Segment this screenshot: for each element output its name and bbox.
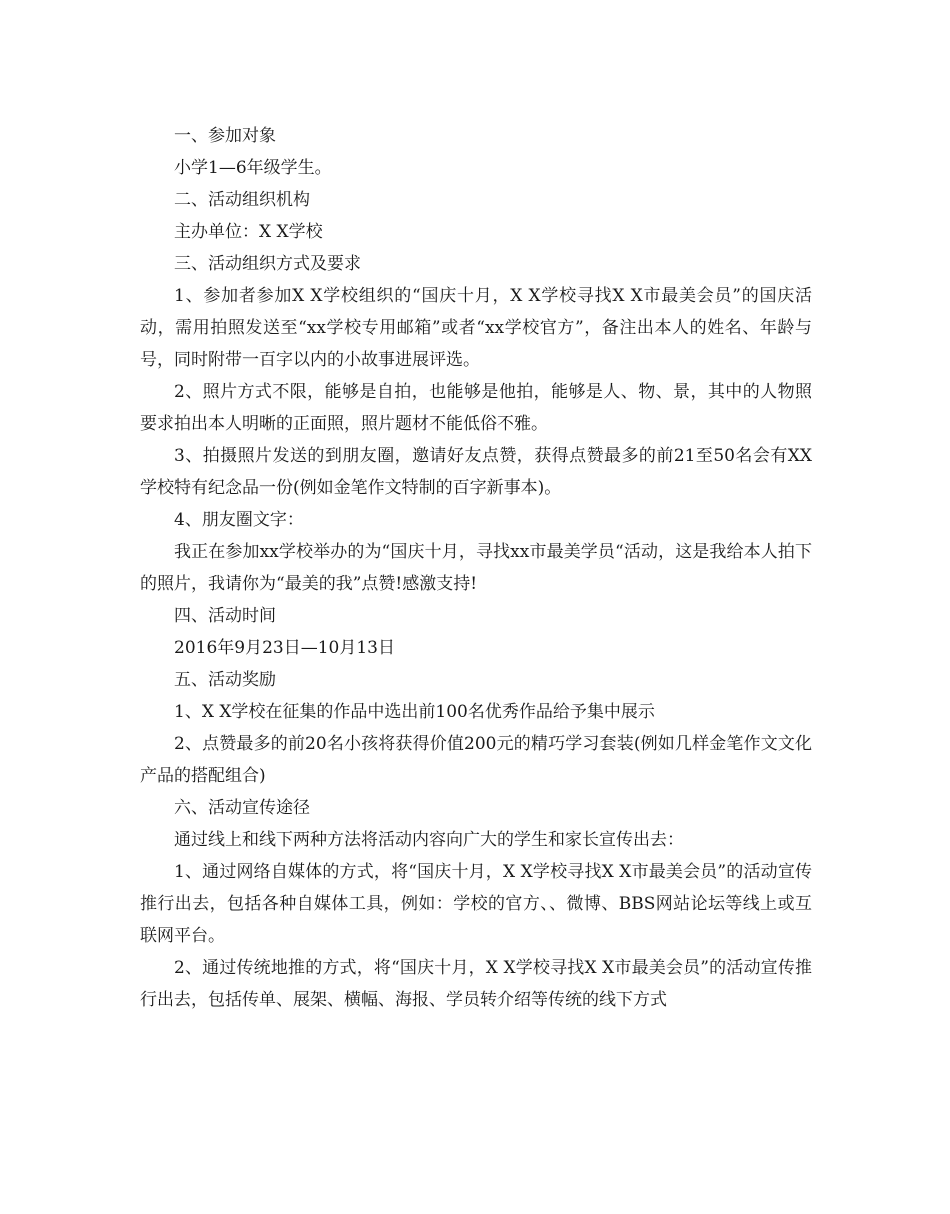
heading-promotion: 六、活动宣传途径 — [174, 798, 310, 818]
paragraph-method-4: 4、朋友圈文字： — [174, 510, 304, 530]
heading-participants: 一、参加对象 — [174, 126, 276, 146]
paragraph-method-3: 3、拍摄照片发送的到朋友圈，邀请好友点赞，获得点赞最多的前21至50名会有XX学校特有纪念品一份(例如金笔作文特制的百字新事本)。 — [140, 446, 812, 498]
paragraph-method-1: 1、参加者参加X X学校组织的“国庆十月，X X学校寻找X X市最美会员”的国庆活动，需用拍照发送至“xx学校专用邮箱”或者“xx学校官方”，备注出本人的姓名、年龄与号，同时附带一百字以内的小故事进展评选。 — [140, 286, 812, 370]
paragraph-participants: 小学1—6年级学生。 — [174, 158, 332, 178]
paragraph-organizer: 主办单位：X X学校 — [174, 222, 323, 242]
heading-organization: 二、活动组织机构 — [174, 190, 310, 210]
paragraph-time: 2016年9月23日—10月13日 — [174, 638, 395, 658]
paragraph-promotion-1: 1、通过网络自媒体的方式，将“国庆十月，X X学校寻找X X市最美会员”的活动宣传推行出去，包括各种自媒体工具，例如：学校的官方、、微博、BBS网站论坛等线上或互联网平台。 — [140, 862, 812, 946]
paragraph-method-2: 2、照片方式不限，能够是自拍，也能够是他拍，能够是人、物、景，其中的人物照要求拍出本人明晰的正面照，照片题材不能低俗不雅。 — [140, 382, 812, 434]
paragraph-reward-2: 2、点赞最多的前20名小孩将获得价值200元的精巧学习套装(例如几样金笔作文文化产品的搭配组合) — [140, 734, 812, 786]
paragraph-promotion-2: 2、通过传统地推的方式，将“国庆十月，X X学校寻找X X市最美会员”的活动宣传推行出去，包括传单、展架、横幅、海报、学员转介绍等传统的线下方式 — [140, 958, 812, 1010]
paragraph-moments-text: 我正在参加xx学校举办的为“国庆十月，寻找xx市最美学员“活动，这是我给本人拍下的照片，我请你为“最美的我”点赞!感激支持! — [140, 542, 812, 594]
heading-rewards: 五、活动奖励 — [174, 670, 276, 690]
paragraph-reward-1: 1、X X学校在征集的作品中选出前100名优秀作品给予集中展示 — [174, 702, 655, 722]
heading-time: 四、活动时间 — [174, 606, 276, 626]
paragraph-promotion-intro: 通过线上和线下两种方法将活动内容向广大的学生和家长宣传出去： — [174, 830, 684, 850]
document-body — [140, 120, 812, 1016]
heading-method: 三、活动组织方式及要求 — [174, 254, 361, 274]
